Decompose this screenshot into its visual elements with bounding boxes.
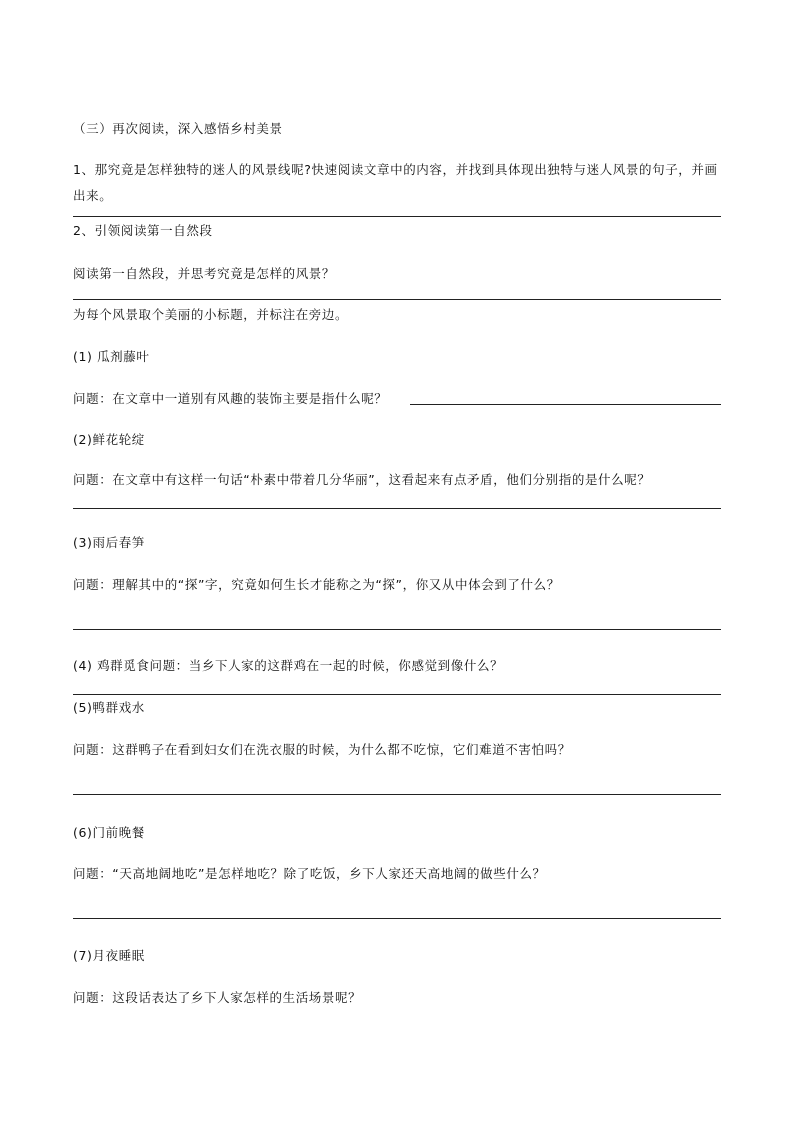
answer-line	[73, 694, 721, 695]
question-2: 2、引领阅读第一自然段	[73, 223, 213, 238]
answer-line	[73, 299, 721, 300]
answer-line	[73, 794, 721, 795]
answer-line	[73, 629, 721, 630]
question-2-prompt: 阅读第一自然段，并思考究竟是怎样的风景？	[73, 266, 336, 281]
answer-line	[73, 508, 721, 509]
scene-3-title: (3)雨后春笋	[73, 535, 145, 550]
answer-line	[73, 918, 721, 919]
answer-line	[73, 216, 721, 217]
subtitle-task: 为每个风景取个美丽的小标题，并标注在旁边。	[73, 307, 349, 322]
scene-2-question: 问题：在文章中有这样一句话“朴素中带着几分华丽”，这看起来有点矛盾，他们分别指的是什么呢？	[73, 472, 651, 487]
scene-5-question: 问题：这群鸭子在看到妇女们在洗衣服的时候，为什么都不吃惊，它们难道不害怕吗？	[73, 742, 571, 757]
scene-4-title: (4) 鸡群觅食问题：当乡下人家的这群鸡在一起的时候，你感觉到像什么？	[73, 658, 504, 673]
section-heading: （三）再次阅读，深入感悟乡村美景	[73, 121, 283, 136]
answer-blank	[410, 404, 721, 405]
scene-7-question: 问题：这段话表达了乡下人家怎样的生活场景呢？	[73, 990, 362, 1005]
scene-6-title: (6)门前晚餐	[73, 825, 145, 840]
scene-3-question: 问题：理解其中的“探”字，究竟如何生长才能称之为“探”，你又从中体会到了什么？	[73, 577, 560, 592]
scene-7-title: (7)月夜睡眠	[73, 948, 145, 963]
scene-1-question: 问题：在文章中一道别有风趣的装饰主要是指什么呢？	[73, 391, 388, 406]
scene-2-title: (2)鲜花轮绽	[73, 432, 145, 447]
scene-6-question: 问题：“天高地阔地吃”是怎样地吃？除了吃饭，乡下人家还天高地阔的做些什么？	[73, 866, 546, 881]
scene-5-title: (5)鸭群戏水	[73, 700, 145, 715]
scene-1-title: (1) 瓜剂藤叶	[73, 349, 150, 364]
question-1: 1、那究竟是怎样独特的迷人的风景线呢?快速阅读文章中的内容，并找到具体现出独特与迷人风景的句子，并画出来。	[73, 162, 718, 203]
